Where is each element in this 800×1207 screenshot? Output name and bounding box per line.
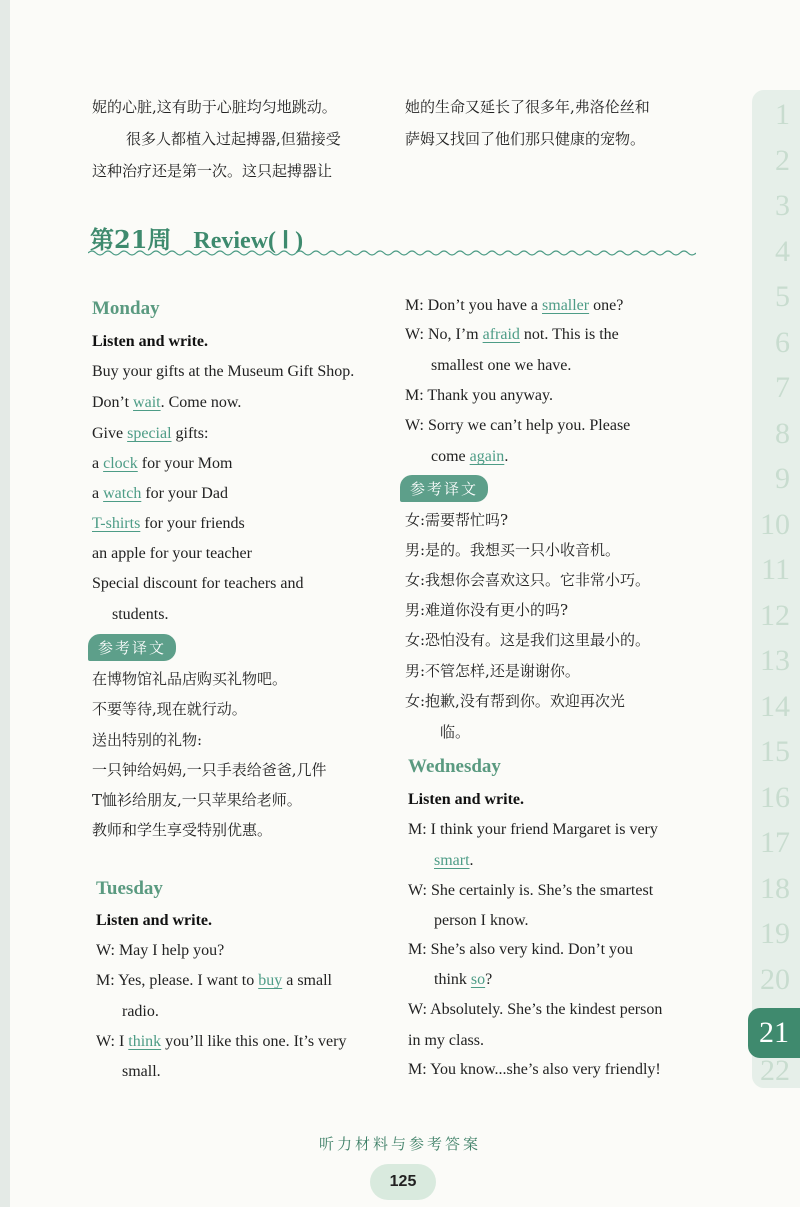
answer-smart: smart bbox=[434, 852, 470, 869]
week-tab-13[interactable]: 13 bbox=[760, 644, 790, 677]
monday-task: Listen and write. bbox=[92, 333, 208, 350]
tuesday-right-line-4: M: Thank you anyway. bbox=[405, 387, 553, 404]
answer-clock: clock bbox=[103, 455, 138, 472]
week-title-en: Review( Ⅰ ) bbox=[193, 228, 304, 254]
week-tab-14[interactable]: 14 bbox=[760, 689, 790, 723]
answer-wait: wait bbox=[133, 394, 161, 411]
answer-afraid: afraid bbox=[482, 326, 520, 343]
wednesday-line-1: M: I think your friend Margaret is very bbox=[408, 821, 658, 838]
monday-line-6: T-shirts for your friends bbox=[92, 515, 245, 532]
week-tab-11[interactable]: 11 bbox=[761, 553, 790, 586]
monday-line-8: Special discount for teachers and bbox=[92, 575, 304, 592]
top-left-line-2: 很多人都植入过起搏器,但猫接受 bbox=[126, 130, 341, 148]
tuesday-right-line-5: W: Sorry we can’t help you. Please bbox=[405, 417, 631, 434]
wednesday-heading: Wednesday bbox=[408, 756, 501, 777]
week-tab-17[interactable]: 17 bbox=[760, 826, 790, 859]
answer-smaller: smaller bbox=[542, 297, 590, 314]
monday-translation-4: 一只钟给妈妈,一只手表给爸爸,几件 bbox=[92, 761, 327, 779]
monday-translation-6: 教师和学生享受特别优惠。 bbox=[92, 821, 273, 839]
week-tab-20[interactable]: 20 bbox=[760, 962, 790, 996]
tuesday-task: Listen and write. bbox=[96, 912, 212, 929]
tuesday-right-line-1: M: Don’t you have a smaller one? bbox=[405, 297, 624, 314]
week-tab-5[interactable]: 5 bbox=[775, 280, 790, 313]
tuesday-translation-2: 男:是的。我想买一只小收音机。 bbox=[405, 541, 621, 559]
monday-line-7: an apple for your teacher bbox=[92, 545, 252, 562]
monday-translation-2: 不要等待,现在就行动。 bbox=[92, 700, 247, 718]
answer-special: special bbox=[127, 425, 172, 442]
monday-translation-badge: 参考译文 bbox=[88, 634, 176, 661]
wednesday-line-4: person I know. bbox=[434, 912, 529, 929]
week-tab-8[interactable]: 8 bbox=[775, 416, 790, 450]
week-tab-21[interactable]: 21 bbox=[748, 1008, 800, 1058]
week-tab-10[interactable]: 10 bbox=[760, 507, 790, 541]
monday-translation-1: 在博物馆礼品店购买礼物吧。 bbox=[92, 670, 288, 688]
week-tab-15[interactable]: 15 bbox=[760, 735, 790, 768]
wednesday-line-2: smart. bbox=[434, 852, 474, 869]
tuesday-line-4: W: I think you’ll like this one. It’s very bbox=[96, 1033, 347, 1050]
tuesday-right-line-2: W: No, I’m afraid not. This is the bbox=[405, 326, 619, 343]
week-tab-1[interactable]: 1 bbox=[775, 98, 790, 131]
page-edge-strip bbox=[0, 0, 10, 1207]
week-tab-4[interactable]: 4 bbox=[775, 234, 790, 268]
week-tab-strip bbox=[752, 90, 800, 1088]
monday-translation-3: 送出特别的礼物: bbox=[92, 731, 203, 749]
top-right-line-1: 她的生命又延长了很多年,弗洛伦丝和 bbox=[405, 98, 650, 116]
title-wave-divider bbox=[88, 248, 696, 258]
tuesday-right-line-6: come again. bbox=[431, 448, 509, 465]
wednesday-line-3: W: She certainly is. She’s the smartest bbox=[408, 882, 654, 899]
answer-tshirts: T-shirts bbox=[92, 515, 141, 532]
answer-watch: watch bbox=[103, 485, 142, 502]
monday-line-4: a clock for your Mom bbox=[92, 455, 233, 472]
week-tab-6[interactable]: 6 bbox=[775, 325, 790, 359]
tuesday-translation-3: 女:我想你会喜欢这只。它非常小巧。 bbox=[405, 571, 651, 589]
monday-line-1: Buy your gifts at the Museum Gift Shop. bbox=[92, 363, 355, 380]
wednesday-task: Listen and write. bbox=[408, 791, 524, 808]
week-tab-3[interactable]: 3 bbox=[775, 189, 790, 222]
tuesday-heading: Tuesday bbox=[96, 878, 163, 899]
monday-line-3: Give special gifts: bbox=[92, 425, 209, 442]
answer-buy: buy bbox=[258, 972, 283, 989]
tuesday-right-line-3: smallest one we have. bbox=[431, 357, 572, 374]
answer-so: so bbox=[470, 971, 486, 988]
tuesday-line-3: radio. bbox=[122, 1003, 159, 1020]
week-tab-18[interactable]: 18 bbox=[760, 871, 790, 905]
tuesday-translation-4: 男:难道你没有更小的吗? bbox=[405, 601, 569, 619]
wednesday-line-7: W: Absolutely. She’s the kindest person bbox=[408, 1001, 663, 1018]
top-right-line-2: 萨姆又找回了他们那只健康的宠物。 bbox=[405, 130, 646, 148]
answer-think: think bbox=[128, 1033, 162, 1050]
footer-caption: 听力材料与参考答案 bbox=[318, 1135, 481, 1153]
week-tab-7[interactable]: 7 bbox=[775, 371, 790, 404]
tuesday-translation-1: 女:需要帮忙吗? bbox=[405, 511, 509, 529]
tuesday-translation-5: 女:恐怕没有。这是我们这里最小的。 bbox=[405, 631, 651, 649]
week-tab-2[interactable]: 2 bbox=[775, 143, 790, 177]
week-title-zh: 第21周 bbox=[90, 225, 172, 254]
tuesday-translation-7: 女:抱歉,没有帮到你。欢迎再次光 bbox=[405, 692, 625, 710]
wednesday-line-5: M: She’s also very kind. Don’t you bbox=[408, 941, 634, 958]
tuesday-line-1: W: May I help you? bbox=[96, 942, 225, 959]
top-left-line-1: 妮的心脏,这有助于心脏均匀地跳动。 bbox=[92, 98, 337, 116]
monday-translation-5: T恤衫给朋友,一只苹果给老师。 bbox=[92, 791, 302, 809]
week-tab-12[interactable]: 12 bbox=[760, 598, 790, 632]
tuesday-translation-8: 临。 bbox=[440, 723, 471, 741]
tuesday-translation-6: 男:不管怎样,还是谢谢你。 bbox=[405, 662, 580, 680]
week-tab-9[interactable]: 9 bbox=[775, 462, 790, 495]
top-left-line-3: 这种治疗还是第一次。这只起搏器让 bbox=[92, 162, 333, 180]
week-tab-19[interactable]: 19 bbox=[760, 917, 790, 950]
monday-line-2: Don’t wait. Come now. bbox=[92, 394, 242, 411]
monday-line-5: a watch for your Dad bbox=[92, 485, 228, 502]
wednesday-line-8: in my class. bbox=[408, 1032, 484, 1049]
week-tab-22[interactable]: 22 bbox=[760, 1053, 790, 1087]
week-tab-16[interactable]: 16 bbox=[760, 780, 790, 814]
monday-line-9: students. bbox=[112, 606, 169, 623]
answer-again: again bbox=[469, 448, 505, 465]
wednesday-line-9: M: You know...she’s also very friendly! bbox=[408, 1061, 661, 1078]
tuesday-line-2: M: Yes, please. I want to buy a small bbox=[96, 972, 332, 989]
tuesday-line-5: small. bbox=[122, 1063, 161, 1080]
tuesday-translation-badge: 参考译文 bbox=[400, 475, 488, 502]
wednesday-line-6: think so? bbox=[434, 971, 493, 988]
monday-heading: Monday bbox=[92, 298, 160, 319]
page-number: 125 bbox=[370, 1164, 436, 1200]
